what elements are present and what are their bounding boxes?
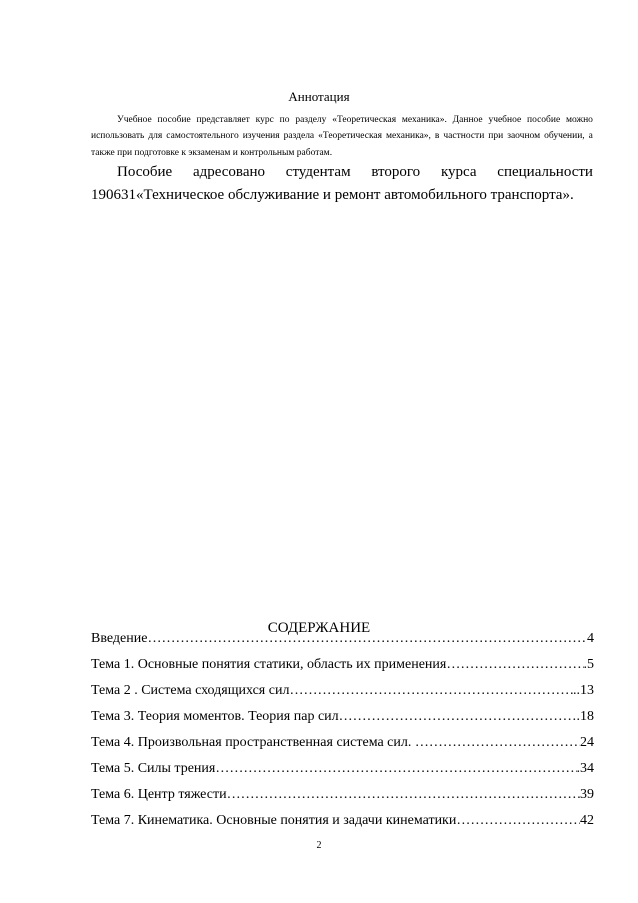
annotation-word: механика», bbox=[386, 131, 431, 141]
annotation-word: заочном bbox=[507, 131, 541, 141]
annotation-word: пособие bbox=[527, 115, 561, 125]
audience-word: студентам bbox=[285, 164, 351, 180]
toc-item-topic-4[interactable] bbox=[91, 735, 594, 755]
annotation-line-1 bbox=[91, 115, 593, 125]
annotation-word: Учебное bbox=[117, 115, 152, 125]
toc-item-title: Тема 7. Кинематика. Основные понятия и задачи кинематики bbox=[91, 813, 457, 828]
toc-item-page: 42 bbox=[580, 813, 594, 828]
annotation-word: Данное bbox=[452, 115, 483, 125]
annotation-word: учебное bbox=[488, 115, 522, 125]
annotation-word: а bbox=[588, 131, 593, 141]
annotation-word: можно bbox=[565, 115, 593, 125]
audience-word: Пособие bbox=[117, 164, 173, 180]
toc-item-page: 24 bbox=[580, 735, 594, 750]
toc-leader-dots bbox=[147, 631, 587, 647]
audience-word: второго bbox=[371, 164, 421, 180]
toc-leader-dots bbox=[415, 735, 580, 751]
toc-item-topic-6[interactable] bbox=[91, 787, 594, 807]
annotation-line-3: также при подготовке к экзаменам и контрольным работам. bbox=[91, 148, 333, 158]
toc-item-title: Тема 5. Силы трения bbox=[91, 761, 216, 776]
annotation-word: в bbox=[434, 131, 440, 141]
toc-item-title: Тема 3. Теория моментов. Теория пар сил bbox=[91, 709, 339, 724]
toc-item-title: Тема 2 . Система сходящихся сил bbox=[91, 683, 290, 698]
toc-item-topic-5[interactable] bbox=[91, 761, 594, 781]
toc-leader-dots bbox=[339, 709, 577, 725]
toc-leader-dots bbox=[289, 683, 573, 699]
toc-item-page: 4 bbox=[587, 631, 594, 646]
toc-item-topic-1[interactable] bbox=[91, 657, 594, 677]
annotation-word: использовать bbox=[91, 131, 145, 141]
annotation-word: курс bbox=[255, 115, 274, 125]
annotation-word: частности bbox=[443, 131, 485, 141]
annotation-word: по bbox=[279, 115, 290, 125]
annotation-word: изучения bbox=[242, 131, 280, 141]
toc-leader-dots bbox=[227, 787, 580, 803]
toc-item-title: Тема 4. Произвольная пространственная система сил. bbox=[91, 735, 415, 750]
toc-leader-dots bbox=[456, 813, 580, 829]
toc-title: СОДЕРЖАНИЕ bbox=[267, 620, 371, 636]
annotation-word: раздела bbox=[283, 131, 315, 141]
toc-leader-dots bbox=[215, 761, 576, 777]
toc-item-topic-3[interactable] bbox=[91, 709, 594, 729]
audience-word: адресовано bbox=[192, 164, 266, 180]
toc-item-title: Тема 1. Основные понятия статики, область их применения bbox=[91, 657, 447, 672]
audience-word: курса bbox=[440, 164, 477, 180]
toc-item-topic-2[interactable] bbox=[91, 683, 594, 703]
annotation-title: Аннотация bbox=[288, 89, 350, 104]
annotation-word: пособие bbox=[157, 115, 191, 125]
toc-item-topic-7[interactable] bbox=[91, 813, 594, 833]
annotation-word: «Теоретическая bbox=[318, 131, 383, 141]
toc-item-page: 39 bbox=[580, 787, 594, 802]
annotation-word: обучении, bbox=[544, 131, 585, 141]
toc-item-title: Введение bbox=[91, 631, 148, 646]
toc-item-page: .5 bbox=[583, 657, 594, 672]
annotation-word: при bbox=[488, 131, 504, 141]
annotation-line-2 bbox=[91, 131, 593, 141]
toc-item-intro[interactable] bbox=[91, 631, 594, 651]
annotation-word: разделу bbox=[295, 115, 327, 125]
annotation-word: представляет bbox=[196, 115, 250, 125]
annotation-word: для bbox=[148, 131, 163, 141]
annotation-word: самостоятельного bbox=[166, 131, 239, 141]
audience-word: специальности bbox=[497, 164, 593, 180]
audience-line-2: 190631«Техническое обслуживание и ремонт автомобильного транспорта». bbox=[91, 187, 574, 203]
toc-item-page: ..13 bbox=[573, 683, 594, 698]
annotation-word: механика». bbox=[401, 115, 447, 125]
toc-item-page: .34 bbox=[576, 761, 594, 776]
page-number: 2 bbox=[316, 840, 322, 851]
audience-line-1 bbox=[91, 164, 593, 181]
toc-leader-dots bbox=[446, 657, 583, 673]
annotation-word: «Теоретическая bbox=[332, 115, 397, 125]
toc-item-page: .18 bbox=[576, 709, 594, 724]
toc-item-title: Тема 6. Центр тяжести bbox=[91, 787, 227, 802]
